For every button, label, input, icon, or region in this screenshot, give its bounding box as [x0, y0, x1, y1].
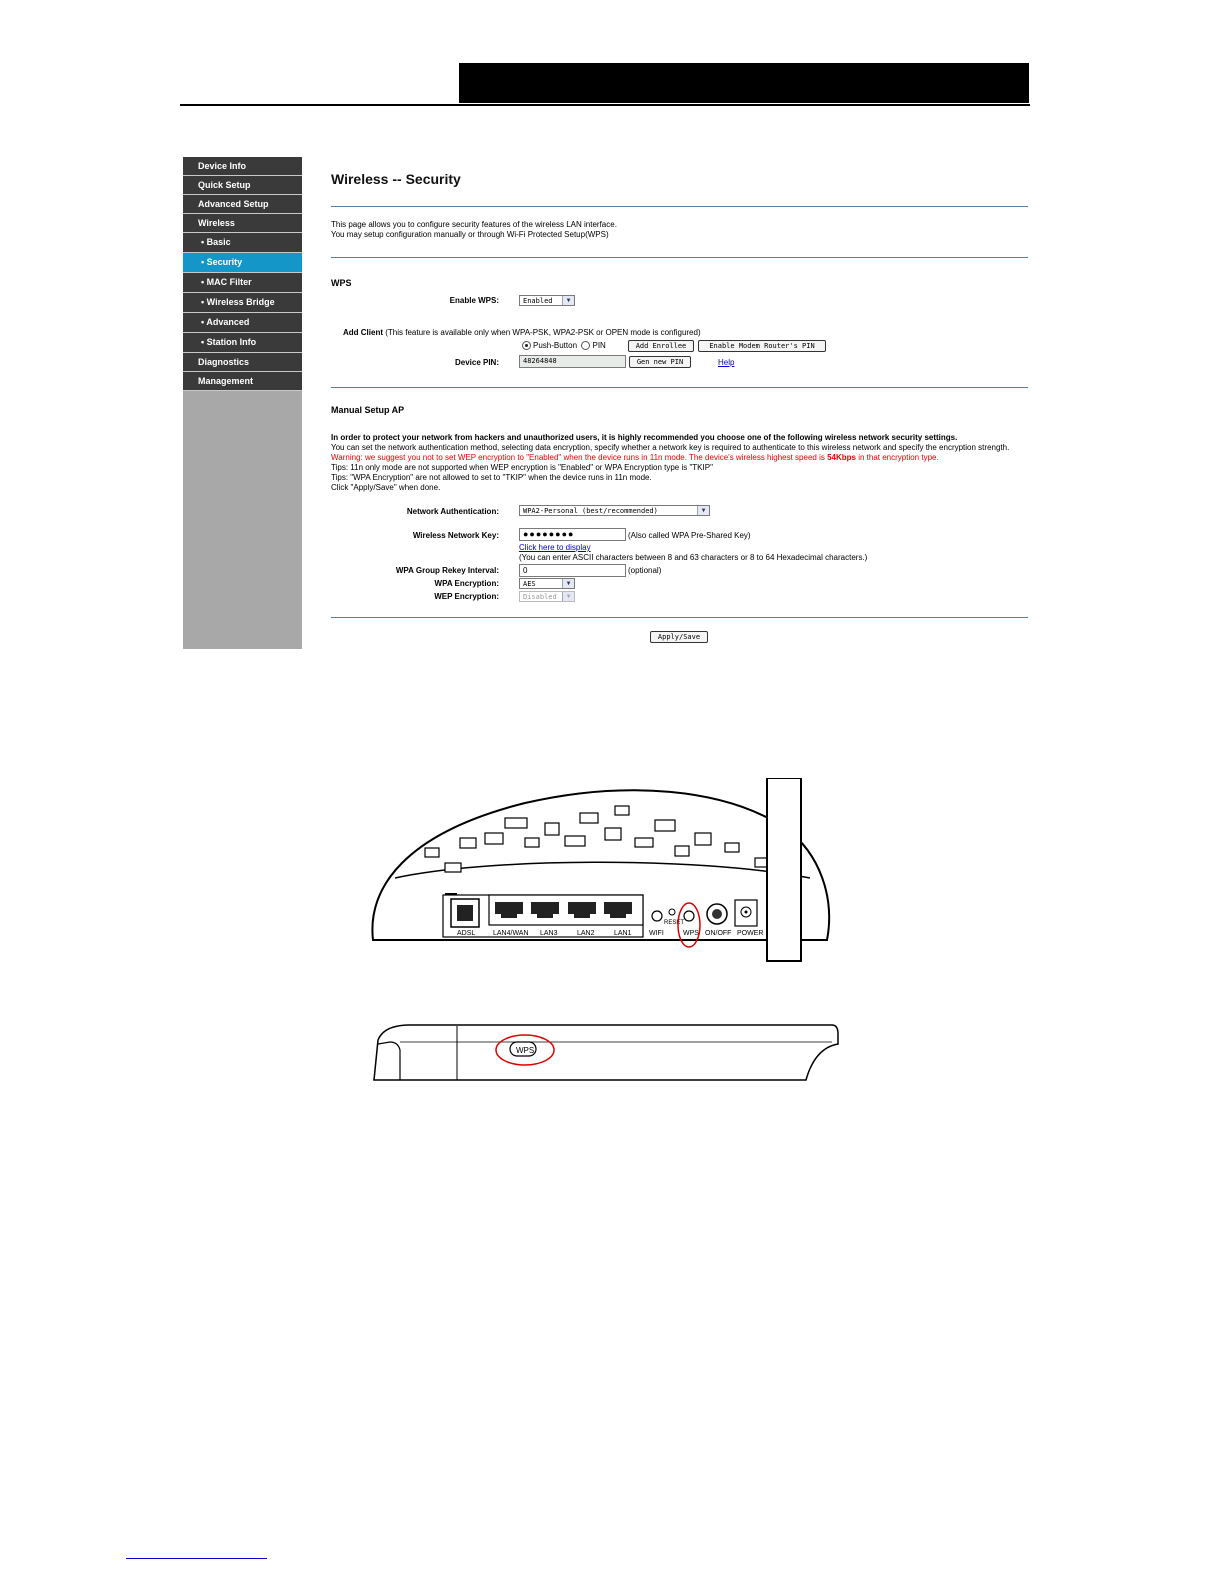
divider — [331, 387, 1028, 388]
wpa-encryption-select[interactable] — [519, 578, 575, 589]
router-side-illustration — [370, 1020, 840, 1084]
sidebar-item-wireless-bridge[interactable]: • Wireless Bridge — [183, 293, 302, 313]
network-auth-select[interactable] — [519, 505, 710, 516]
sidebar-item-management[interactable]: Management — [183, 372, 302, 391]
add-client-note: (This feature is available only when WPA-PSK, WPA2-PSK or OPEN mode is configured) — [385, 328, 701, 337]
header-black-bar — [459, 63, 1029, 103]
enable-router-pin-button[interactable]: Enable Modem Router's PIN — [698, 340, 826, 352]
chevron-down-icon: ▼ — [562, 592, 574, 601]
click-to-display-link[interactable]: Click here to display — [519, 543, 591, 552]
wps-heading: WPS — [331, 278, 352, 288]
port-label-lan1: LAN1 — [614, 930, 632, 937]
tip-2: Tips: "WPA Encryption" are not allowed to set to "TKIP" when the device runs in 11n mode. — [331, 473, 652, 482]
port-label-power: POWER — [737, 930, 764, 937]
router-back-illustration — [365, 778, 840, 963]
sidebar-item-mac-filter[interactable]: • MAC Filter — [183, 273, 302, 293]
page-title: Wireless -- Security — [331, 171, 461, 187]
wep-encryption-value: Disabled — [523, 593, 557, 601]
port-label-lan4wan: LAN4/WAN — [493, 930, 529, 937]
port-label-reset: RESET — [664, 920, 685, 926]
header-rule — [180, 104, 1030, 106]
sidebar — [183, 157, 302, 649]
port-label-adsl: ADSL — [457, 930, 476, 937]
manual-paragraph-1: In order to protect your network from hackers and unauthorized users, it is highly recommended you choose one of the following wireless network security settings. — [331, 433, 958, 442]
apply-save-button[interactable]: Apply/Save — [650, 631, 708, 643]
rekey-note: (optional) — [628, 566, 662, 575]
tip-1: Tips: 11n only mode are not supported when WEP encryption is "Enabled" or WPA Encryption type is "TKIP" — [331, 463, 713, 472]
chevron-down-icon: ▼ — [562, 296, 574, 305]
divider — [331, 257, 1028, 258]
enable-wps-select[interactable] — [519, 295, 575, 306]
side-wps-label: WPS — [516, 1046, 535, 1055]
port-label-wps: WPS — [683, 930, 699, 937]
sidebar-item-station-info[interactable]: • Station Info — [183, 333, 302, 353]
footer-link-rule — [126, 1558, 267, 1559]
enable-wps-value: Enabled — [523, 297, 553, 305]
port-label-onoff: ON/OFF — [705, 930, 732, 937]
push-button-radio[interactable] — [522, 341, 531, 350]
port-label-lan2: LAN2 — [577, 930, 595, 937]
gen-new-pin-button[interactable]: Gen new PIN — [629, 356, 691, 368]
wifi-button-icon — [652, 911, 662, 921]
port-label-wifi: WIFI — [649, 930, 664, 937]
wireless-key-input[interactable]: ●●●●●●●● — [519, 528, 626, 541]
sidebar-item-basic[interactable]: • Basic — [183, 233, 302, 253]
network-auth-value: WPA2-Personal (best/recommended) — [523, 507, 658, 515]
add-client-label: Add Client — [343, 328, 383, 337]
sidebar-item-device-info[interactable]: Device Info — [183, 157, 302, 176]
wpa-encryption-value: AES — [523, 580, 536, 588]
wep-encryption-select[interactable] — [519, 591, 575, 602]
manual-paragraph-2: You can set the network authentication method, selecting data encryption, specify whether a network key is required to authenticate to this wireless network and specify the encryption strength. — [331, 443, 1010, 452]
add-enrollee-button[interactable]: Add Enrollee — [628, 340, 694, 352]
antenna-icon — [767, 778, 801, 961]
key-hint: (You can enter ASCII characters between 8 and 63 characters or 8 to 64 Hexadecimal characters.) — [519, 553, 868, 562]
key-note: (Also called WPA Pre-Shared Key) — [628, 531, 751, 540]
wps-button-icon — [684, 911, 694, 921]
push-button-label: Push-Button — [533, 341, 578, 350]
divider — [331, 206, 1028, 207]
manual-setup-heading: Manual Setup AP — [331, 405, 405, 415]
divider — [331, 617, 1028, 618]
sidebar-item-wireless[interactable]: Wireless — [183, 214, 302, 233]
intro-text-1: This page allows you to configure security features of the wireless LAN interface. — [331, 220, 617, 229]
pin-radio[interactable] — [581, 341, 590, 350]
sidebar-item-security[interactable]: • Security — [183, 253, 302, 273]
sidebar-item-quick-setup[interactable]: Quick Setup — [183, 176, 302, 195]
port-label-lan3: LAN3 — [540, 930, 558, 937]
warning-text — [331, 453, 939, 462]
router-web-ui-screenshot — [183, 157, 1028, 649]
rekey-interval-label: WPA Group Rekey Interval: — [395, 566, 499, 575]
wireless-key-label: Wireless Network Key: — [412, 531, 499, 540]
wpa-encryption-label: WPA Encryption: — [434, 579, 499, 588]
sidebar-item-diagnostics[interactable]: Diagnostics — [183, 353, 302, 372]
chevron-down-icon: ▼ — [562, 579, 574, 588]
wep-encryption-label: WEP Encryption: — [434, 592, 499, 601]
enable-wps-label: Enable WPS: — [449, 296, 499, 305]
sidebar-item-advanced[interactable]: • Advanced — [183, 313, 302, 333]
warning-part-1: Warning: we suggest you not to set WEP encryption to "Enabled" when the device runs in 11n mode. The device's wireless highest speed is — [331, 453, 828, 462]
device-pin-label: Device PIN: — [454, 358, 499, 367]
rekey-interval-input[interactable]: 0 — [519, 564, 626, 577]
pin-label: PIN — [592, 341, 606, 350]
tip-3: Click "Apply/Save" when done. — [331, 483, 441, 492]
network-auth-label: Network Authentication: — [406, 507, 499, 516]
intro-text-2: You may setup configuration manually or through Wi-Fi Protected Setup(WPS) — [331, 230, 609, 239]
chevron-down-icon: ▼ — [697, 506, 709, 515]
main-content — [331, 157, 1028, 649]
warning-part-2: in that encryption type. — [855, 453, 939, 462]
add-client-line — [343, 328, 701, 337]
wps-mode-radios — [522, 341, 606, 350]
sidebar-item-advanced-setup[interactable]: Advanced Setup — [183, 195, 302, 214]
help-link[interactable]: Help — [718, 358, 735, 367]
warning-speed: 54Kbps — [827, 453, 856, 462]
device-pin-field: 48264848 — [519, 355, 626, 368]
